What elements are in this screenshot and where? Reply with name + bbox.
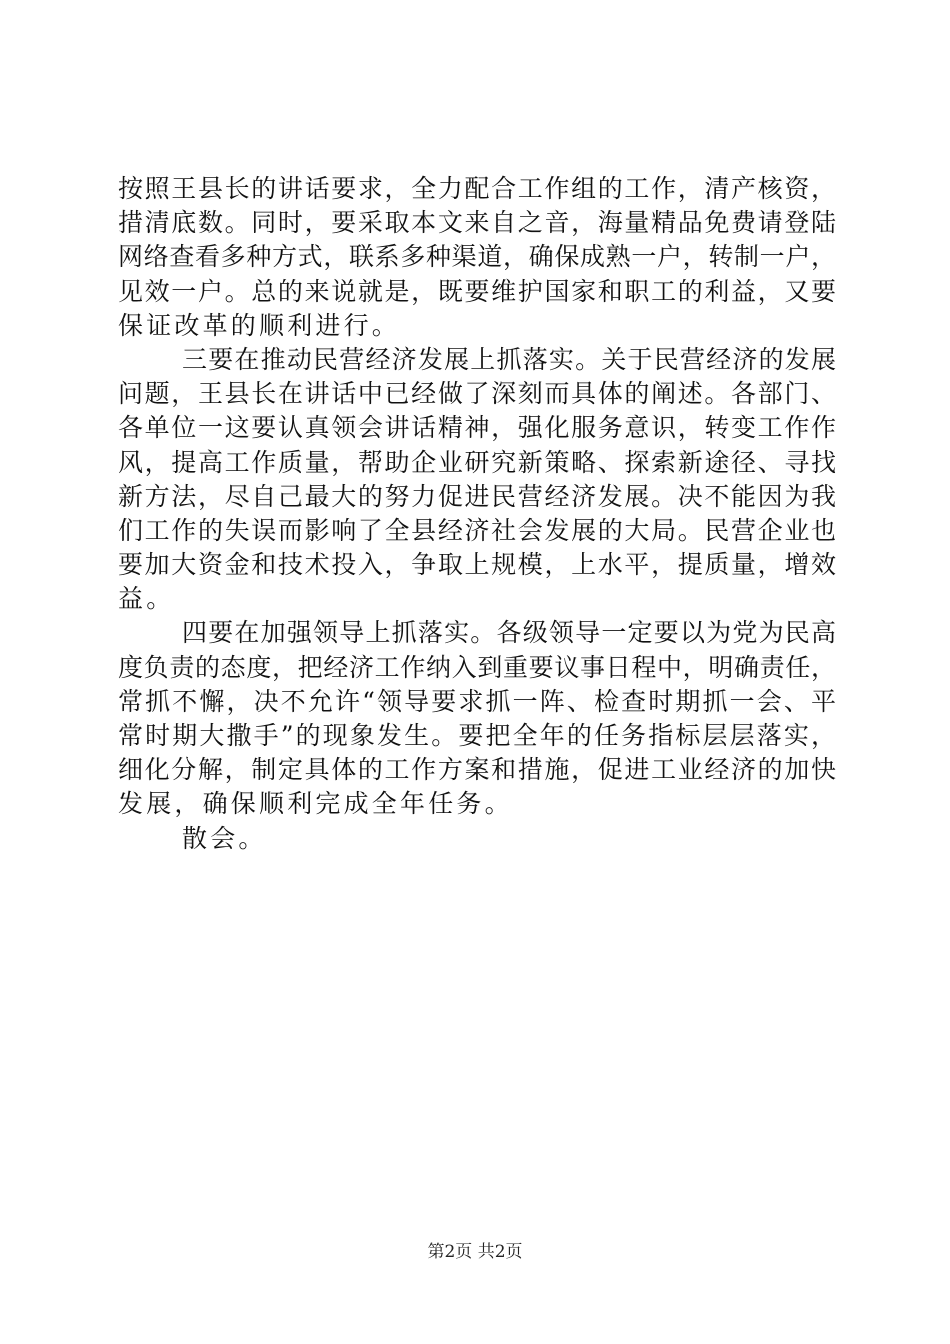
text-line: 三要在推动民营经济发展上抓落实。关于民营经济的发展 bbox=[182, 344, 836, 374]
text-line: 细化分解，制定具体的工作方案和措施，促进工业经济的加快 bbox=[118, 755, 836, 785]
page-number-footer: 第2页 共2页 bbox=[427, 1242, 523, 1262]
text-line: 措清底数。同时，要采取本文来自之音，海量精品免费请登陆 bbox=[118, 208, 836, 238]
text-line: 新方法，尽自己最大的努力促进民营经济发展。决不能因为我 bbox=[118, 481, 836, 511]
text-line: 问题，王县长在讲话中已经做了深刻而具体的阐述。各部门、 bbox=[118, 379, 836, 409]
text-line: 各单位一这要认真领会讲话精神，强化服务意识，转变工作作 bbox=[118, 413, 836, 443]
paragraph-3 bbox=[118, 616, 836, 821]
paragraph-2 bbox=[118, 343, 836, 617]
paragraph-1 bbox=[118, 172, 836, 343]
text-line: 按照王县长的讲话要求，全力配合工作组的工作，清产核资， bbox=[118, 174, 836, 203]
text-line: 常抓不懈，决不允许“领导要求抓一阵、检查时期抓一会、平 bbox=[118, 686, 836, 716]
text-line: 们工作的失误而影响了全县经济社会发展的大局。民营企业也 bbox=[118, 515, 836, 545]
text-line: 四要在加强领导上抓落实。各级领导一定要以为党为民高 bbox=[182, 618, 836, 648]
text-line: 常时期大撒手”的现象发生。要把全年的任务指标层层落实， bbox=[118, 721, 836, 750]
text-line: 度负责的态度，把经济工作纳入到重要议事日程中，明确责任， bbox=[118, 652, 836, 682]
text-line: 益。 bbox=[118, 584, 175, 614]
text-line: 网络查看多种方式，联系多种渠道，确保成熟一户，转制一户， bbox=[118, 242, 836, 272]
text-line: 要加大资金和技术投入，争取上规模，上水平，提质量，增效 bbox=[118, 550, 836, 580]
text-line: 保证改革的顺利进行。 bbox=[118, 310, 401, 340]
paragraph-4 bbox=[118, 822, 836, 856]
text-line: 见效一户。总的来说就是，既要维护国家和职工的利益，又要 bbox=[118, 276, 836, 306]
text-line: 风，提高工作质量，帮助企业研究新策略、探索新途径、寻找 bbox=[118, 447, 836, 477]
text-line: 发展，确保顺利完成全年任务。 bbox=[118, 789, 513, 819]
text-line: 散会。 bbox=[182, 823, 267, 853]
document-body bbox=[118, 172, 836, 856]
